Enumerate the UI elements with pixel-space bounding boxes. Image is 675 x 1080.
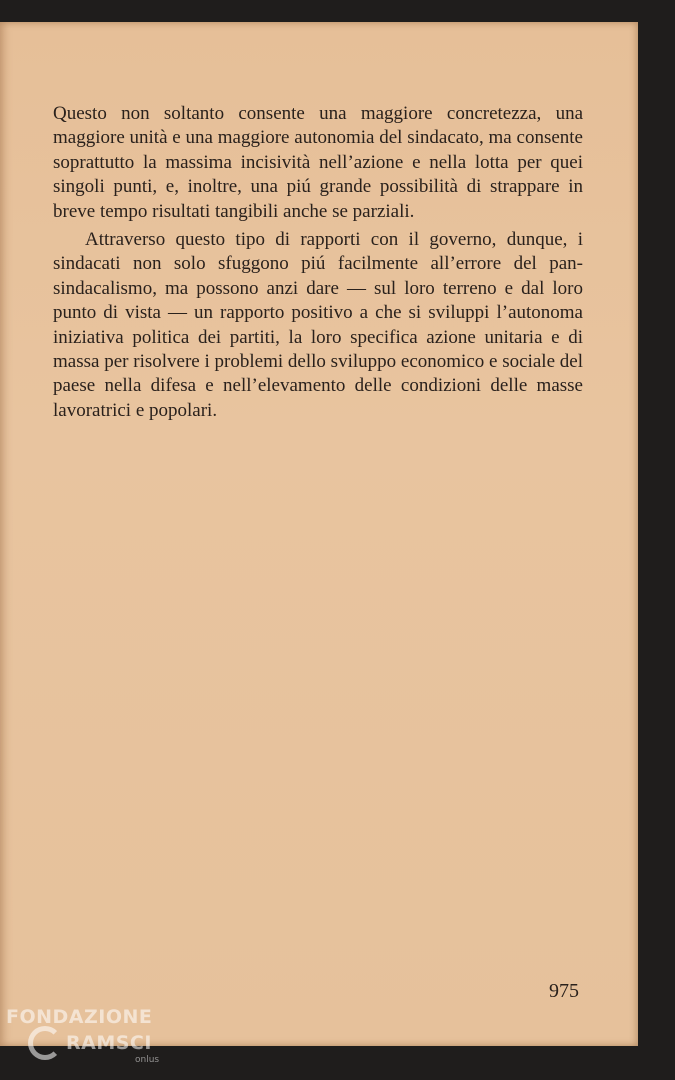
watermark-line-2: RAMSCI: [66, 1032, 152, 1054]
paragraph-1: Questo non soltanto consente una maggiore concretezza, una maggiore unità e una maggiore autonomia del sindacato, ma consente soprattutto la massima incisività nell’azione e nella lotta per quei singoli punti, e, inoltre, una piú grande possibilità di strappare in breve tempo risultati tangibili anche se parziali.: [53, 103, 583, 222]
watermark-line-1: FONDAZIONE: [6, 1006, 153, 1028]
book-page: [0, 22, 638, 1046]
fondazione-gramsci-watermark: [6, 1006, 176, 1080]
paragraph-2: Attraverso questo tipo di rapporti con il governo, dunque, i sindacati non solo sfuggono piú facilmente all’errore del pansindacalismo, ma possono anzi dare — sul loro terreno e dal loro punto di vista — un rapporto positivo a che si sviluppi l’autonoma iniziativa politica dei partiti, la loro specifica azione unitaria e di massa per risolvere i problemi dello sviluppo economico e sociale del paese nella difesa e nell’elevamento delle condizioni delle masse lavoratrici e popolari.: [53, 229, 583, 421]
watermark-g-logo-icon: [28, 1026, 62, 1060]
body-text: [53, 102, 583, 423]
watermark-onlus: onlus: [135, 1055, 160, 1065]
page-number: 975: [549, 980, 579, 1002]
